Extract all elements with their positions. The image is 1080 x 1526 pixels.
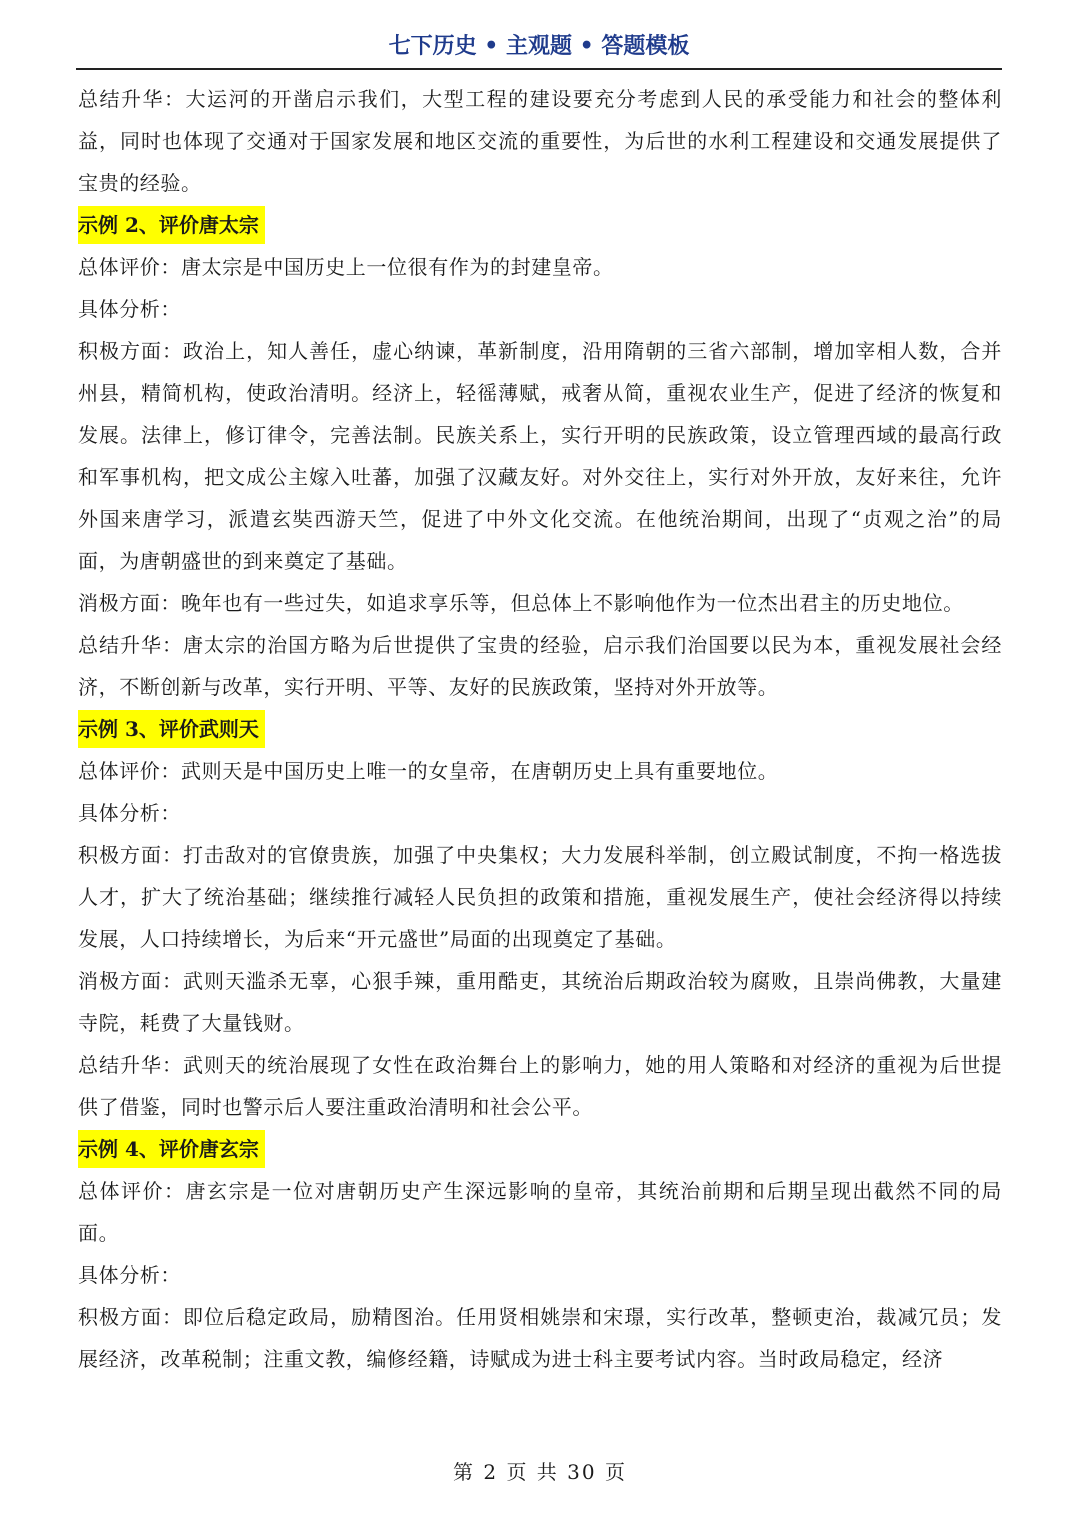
paragraph-summary: 总结升华：唐太宗的治国方略为后世提供了宝贵的经验，启示我们治国要以民为本，重视发展社会经济，不断创新与改革，实行开明、平等、友好的民族政策，坚持对外开放等。	[78, 633, 1002, 699]
section-heading-wrap	[78, 1128, 1002, 1170]
document-title: 七下历史 • 主观题 • 答题模板	[388, 33, 690, 59]
paragraph-overall: 总体评价：唐太宗是中国历史上一位很有作为的封建皇帝。	[78, 255, 614, 279]
section-heading: 示例 4、评价唐玄宗	[78, 1130, 265, 1168]
section-heading: 示例 3、评价武则天	[78, 710, 265, 748]
paragraph-positive: 积极方面：政治上，知人善任，虚心纳谏，革新制度，沿用隋朝的三省六部制，增加宰相人数，合并州县，精简机构，使政治清明。经济上，轻徭薄赋，戒奢从简，重视农业生产，促进了经济的恢复和发展。法律上，修订律令，完善法制。民族关系上，实行开明的民族政策，设立管理西域的最高行政和军事机构，把文成公主嫁入吐蕃，加强了汉藏友好。对外交往上，实行对外开放，友好来往，允许外国来唐学习，派遣玄奘西游天竺，促进了中外文化交流。在他统治期间，出现了“贞观之治”的局面，为唐朝盛世的到来奠定了基础。	[78, 339, 1002, 573]
section-heading-wrap	[78, 204, 1002, 246]
page-footer	[0, 1456, 1080, 1485]
paragraph-analysis-label: 具体分析：	[78, 801, 181, 825]
page-header	[76, 28, 1002, 70]
paragraph-analysis-label: 具体分析：	[78, 297, 181, 321]
paragraph-summary: 总结升华：武则天的统治展现了女性在政治舞台上的影响力，她的用人策略和对经济的重视为后世提供了借鉴，同时也警示后人要注重政治清明和社会公平。	[78, 1053, 1002, 1119]
section-heading: 示例 2、评价唐太宗	[78, 206, 265, 244]
section-heading-wrap	[78, 708, 1002, 750]
paragraph-summary: 总结升华：大运河的开凿启示我们，大型工程的建设要充分考虑到人民的承受能力和社会的整体利益，同时也体现了交通对于国家发展和地区交流的重要性，为后世的水利工程建设和交通发展提供了宝贵的经验。	[78, 87, 1002, 195]
paragraph-analysis-label: 具体分析：	[78, 1263, 181, 1287]
page-number: 第 2 页 共 30 页	[453, 1460, 627, 1484]
paragraph-overall: 总体评价：唐玄宗是一位对唐朝历史产生深远影响的皇帝，其统治前期和后期呈现出截然不同的局面。	[78, 1179, 1002, 1245]
paragraph-positive: 积极方面：打击敌对的官僚贵族，加强了中央集权；大力发展科举制，创立殿试制度，不拘一格选拔人才，扩大了统治基础；继续推行减轻人民负担的政策和措施，重视发展生产，使社会经济得以持续发展，人口持续增长，为后来“开元盛世”局面的出现奠定了基础。	[78, 843, 1002, 951]
paragraph-negative: 消极方面：晚年也有一些过失，如追求享乐等，但总体上不影响他作为一位杰出君主的历史地位。	[78, 591, 964, 615]
paragraph-positive: 积极方面：即位后稳定政局，励精图治。任用贤相姚崇和宋璟，实行改革，整顿吏治，裁减冗员；发展经济，改革税制；注重文教，编修经籍，诗赋成为进士科主要考试内容。当时政局稳定，经济	[78, 1305, 1002, 1371]
paragraph-negative: 消极方面：武则天滥杀无辜，心狠手辣，重用酷吏，其统治后期政治较为腐败，且崇尚佛教，大量建寺院，耗费了大量钱财。	[78, 969, 1002, 1035]
document-body	[78, 78, 1002, 1380]
paragraph-overall: 总体评价：武则天是中国历史上唯一的女皇帝，在唐朝历史上具有重要地位。	[78, 759, 779, 783]
